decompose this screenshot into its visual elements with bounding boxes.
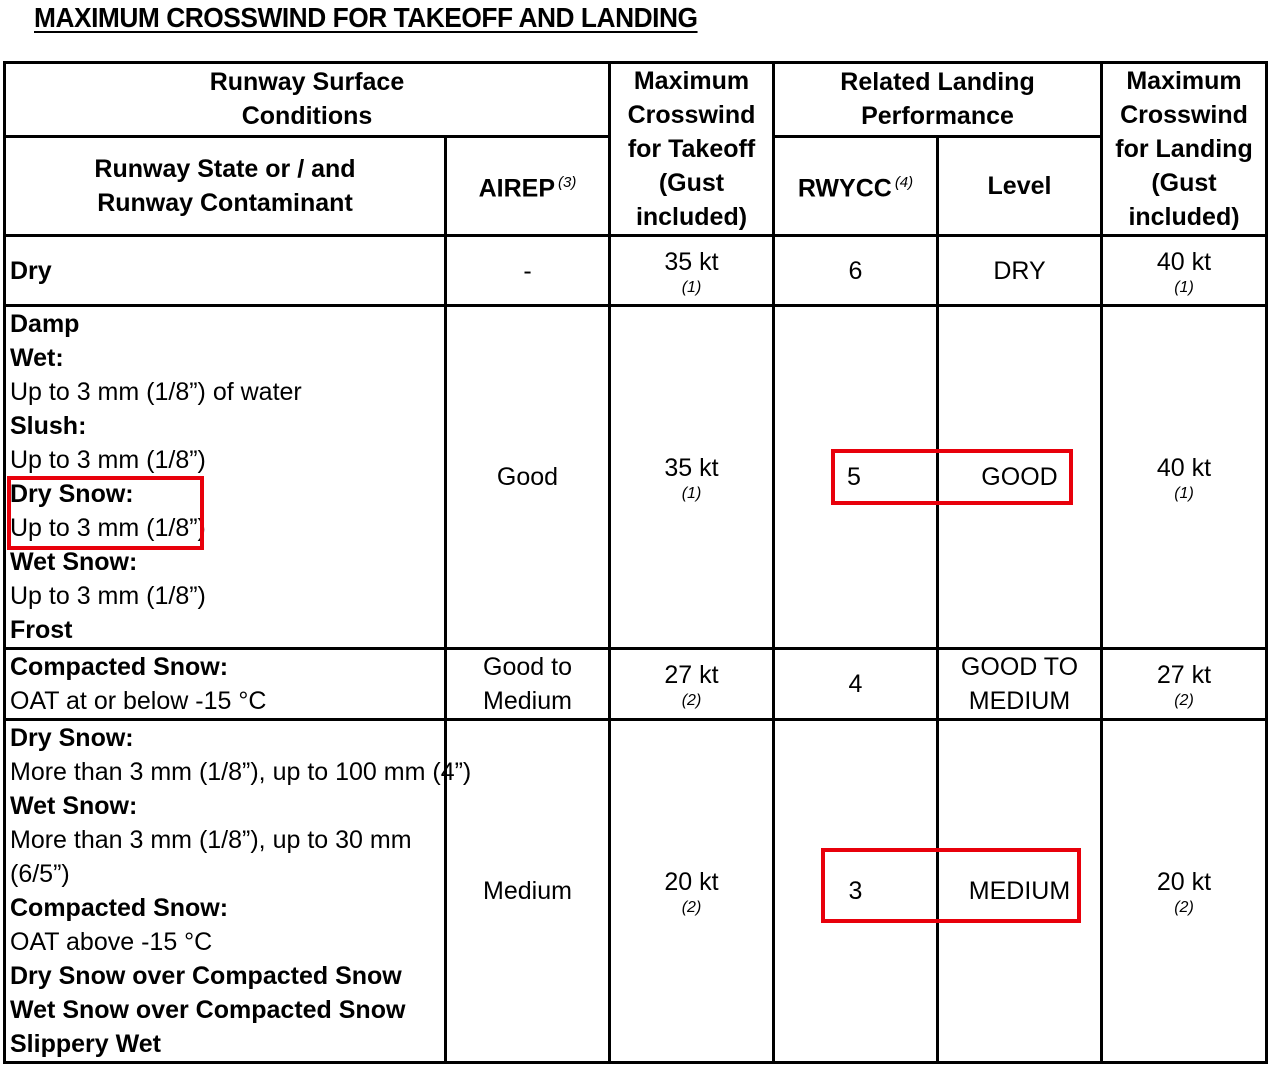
condition-line: OAT at or below -15 °C [10,687,267,715]
condition-line: Slippery Wet [10,1030,161,1058]
rwycc-cell: 5 [774,306,938,649]
landing-cell [1102,720,1267,1063]
condition-line: Wet Snow: [10,792,138,820]
header-rwycc-note: (4) [894,174,914,192]
table-row [5,306,1267,649]
landing-footnote: (2) [1174,692,1194,709]
rwycc-cell: 3 [774,720,938,1063]
landing-cell [1102,649,1267,720]
condition-line: Wet: [10,344,64,372]
takeoff-value: 20 kt [664,868,719,896]
conditions-cell [5,236,446,306]
header-related-landing [774,63,1102,137]
takeoff-cell [610,649,774,720]
landing-value: 20 kt [1156,868,1212,896]
condition-line: Up to 3 mm (1/8”) of water [10,378,302,406]
takeoff-footnote: (1) [681,485,702,502]
header-max-takeoff-label: Maximum Crosswind for Takeoff (Gust included) [627,67,756,231]
condition-line: More than 3 mm (1/8”), up to 30 mm [10,826,412,854]
rwycc-cell: 6 [774,236,938,306]
header-rwycc-label: RWYCC [797,174,892,203]
condition-line: Dry [10,256,52,285]
header-airep [446,136,610,235]
condition-line: Damp [10,310,80,338]
header-max-landing [1102,63,1267,236]
landing-footnote: (2) [1174,899,1194,916]
header-level-label: Level [987,171,1052,200]
header-rwycc [774,136,938,235]
landing-value: 40 kt [1156,247,1212,276]
airep-cell: Good [446,306,610,649]
condition-line: (6/5”) [10,860,70,888]
header-state-contaminant [5,136,446,235]
condition-line: Up to 3 mm (1/8”) [10,582,206,610]
takeoff-cell [610,306,774,649]
airep-value: Good to Medium [483,653,572,715]
landing-cell [1102,236,1267,306]
takeoff-value: 27 kt [664,661,719,689]
condition-line: Up to 3 mm (1/8”) [10,514,206,542]
rwycc-cell: 4 [774,649,938,720]
conditions-cell [5,720,472,1063]
level-cell: MEDIUM [938,720,1102,1063]
landing-cell [1102,306,1267,649]
takeoff-value: 35 kt [664,454,719,482]
condition-line: Compacted Snow: [10,653,229,681]
condition-line: Slush: [10,412,87,440]
condition-line: OAT above -15 °C [10,928,213,956]
header-surface-conditions [5,63,610,137]
table-row [5,236,1267,306]
landing-footnote: (1) [1174,278,1194,296]
header-max-takeoff [610,63,774,236]
landing-footnote: (1) [1174,485,1194,502]
document-title: MAXIMUM CROSSWIND FOR TAKEOFF AND LANDING [34,2,698,33]
table-row [5,720,1267,1063]
condition-line: Dry Snow: [10,480,134,508]
header-max-landing-label: Maximum Crosswind for Landing (Gust included) [1115,67,1253,231]
airep-cell: Medium [446,720,610,1063]
condition-line: Dry Snow over Compacted Snow [10,962,402,990]
level-cell [938,649,1102,720]
condition-line: Compacted Snow: [10,894,229,922]
takeoff-footnote: (1) [681,278,702,296]
condition-line: Up to 3 mm (1/8”) [10,446,206,474]
header-state-contaminant-label: Runway State or / and Runway Contaminant [94,154,356,217]
header-related-landing-label: Related Landing Performance [840,68,1035,131]
landing-value: 27 kt [1156,661,1212,689]
takeoff-cell [610,236,774,306]
takeoff-footnote: (2) [681,692,702,709]
takeoff-footnote: (2) [681,899,702,916]
level-value: GOOD TO MEDIUM [960,653,1079,715]
takeoff-value: 35 kt [664,247,719,276]
airep-cell: - [446,236,610,306]
header-airep-label: AIREP [478,174,556,203]
header-airep-note: (3) [558,174,577,192]
conditions-cell [5,649,446,720]
condition-line: Dry Snow: [10,724,134,752]
airep-cell [446,649,610,720]
level-cell: GOOD [938,306,1102,649]
conditions-cell [5,306,446,649]
condition-line: Wet Snow over Compacted Snow [10,996,406,1024]
condition-line: Frost [10,616,73,644]
condition-line: Wet Snow: [10,548,138,576]
landing-value: 40 kt [1156,454,1212,482]
level-cell: DRY [938,236,1102,306]
header-level [938,136,1102,235]
table-row [5,649,1267,720]
header-surface-conditions-label: Runway Surface Conditions [209,68,405,131]
condition-line: More than 3 mm (1/8”), up to 100 mm (4”) [10,758,472,786]
crosswind-table [3,61,1268,1064]
takeoff-cell [610,720,774,1063]
